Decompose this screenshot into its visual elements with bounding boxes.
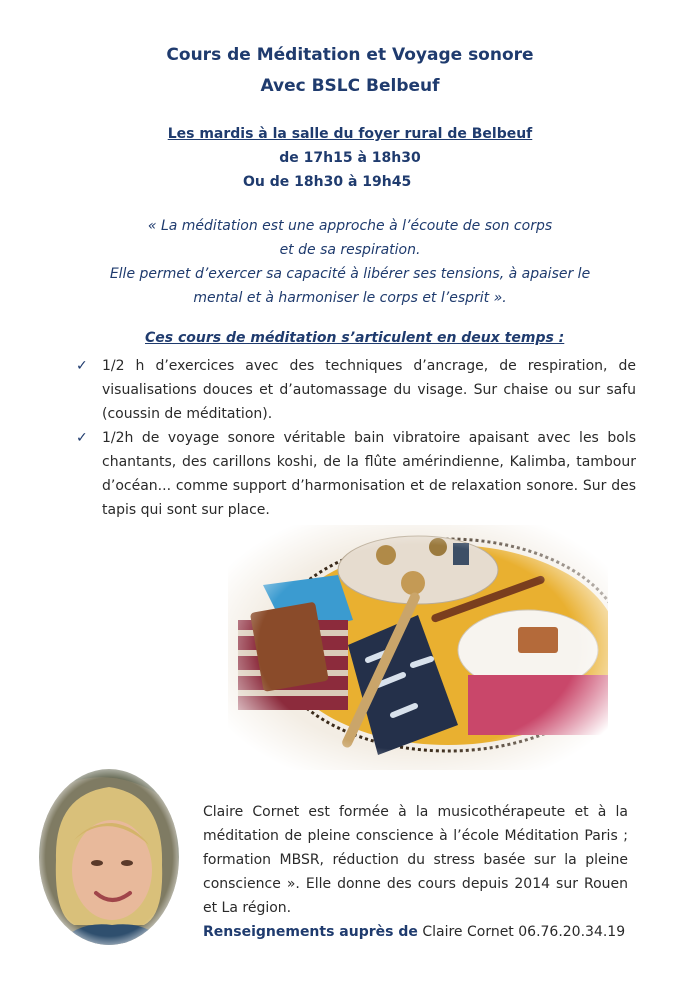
contact-line xyxy=(203,924,628,940)
page-subtitle: Avec BSLC Belbeuf xyxy=(260,76,440,96)
schedule-time-1: de 17h15 à 18h30 xyxy=(279,150,421,166)
list-item xyxy=(76,426,636,522)
quote-line: « La méditation est une approche à l’écoute de son corps xyxy=(147,218,553,234)
portrait-photo xyxy=(34,765,184,950)
contact-value: Claire Cornet 06.76.20.34.19 xyxy=(422,924,626,940)
quote-block xyxy=(0,214,700,310)
check-icon: ✓ xyxy=(76,430,88,446)
quote-line: mental et à harmoniser le corps et l’esprit ». xyxy=(193,290,507,306)
instruments-photo xyxy=(228,525,608,770)
schedule-location: Les mardis à la salle du foyer rural de Belbeuf xyxy=(167,126,533,142)
contact-label: Renseignements auprès de xyxy=(203,924,418,940)
program-list xyxy=(76,354,636,522)
check-icon: ✓ xyxy=(76,358,88,374)
schedule-time-2: Ou de 18h30 à 19h45 xyxy=(243,174,412,190)
quote-line: Elle permet d’exercer sa capacité à libérer ses tensions, à apaiser le xyxy=(109,266,591,282)
page-title: Cours de Méditation et Voyage sonore xyxy=(166,45,534,65)
list-item-text: 1/2 h d’exercices avec des techniques d’ancrage, de respiration, de visualisations douces et d’automassage du visage. Sur chaise ou sur safu (coussin de méditation). xyxy=(102,358,636,422)
quote-line: et de sa respiration. xyxy=(279,242,421,258)
list-item xyxy=(76,354,636,426)
bio-text: Claire Cornet est formée à la musicothérapeute et à la méditation de pleine conscience à l’école Méditation Paris ; formation MBSR, réduction du stress basée sur la pleine conscience ». Elle donne des cours depuis 2014 sur Rouen et La région. xyxy=(203,804,628,916)
program-heading: Ces cours de méditation s’articulent en deux temps : xyxy=(145,330,565,346)
list-item-text: 1/2h de voyage sonore véritable bain vibratoire apaisant avec les bols chantants, des carillons koshi, de la flûte amérindienne, Kalimba, tambour d’océan... comme support d’harmonisation et de relaxation sonore. Sur des tapis qui sont sur place. xyxy=(102,430,636,518)
